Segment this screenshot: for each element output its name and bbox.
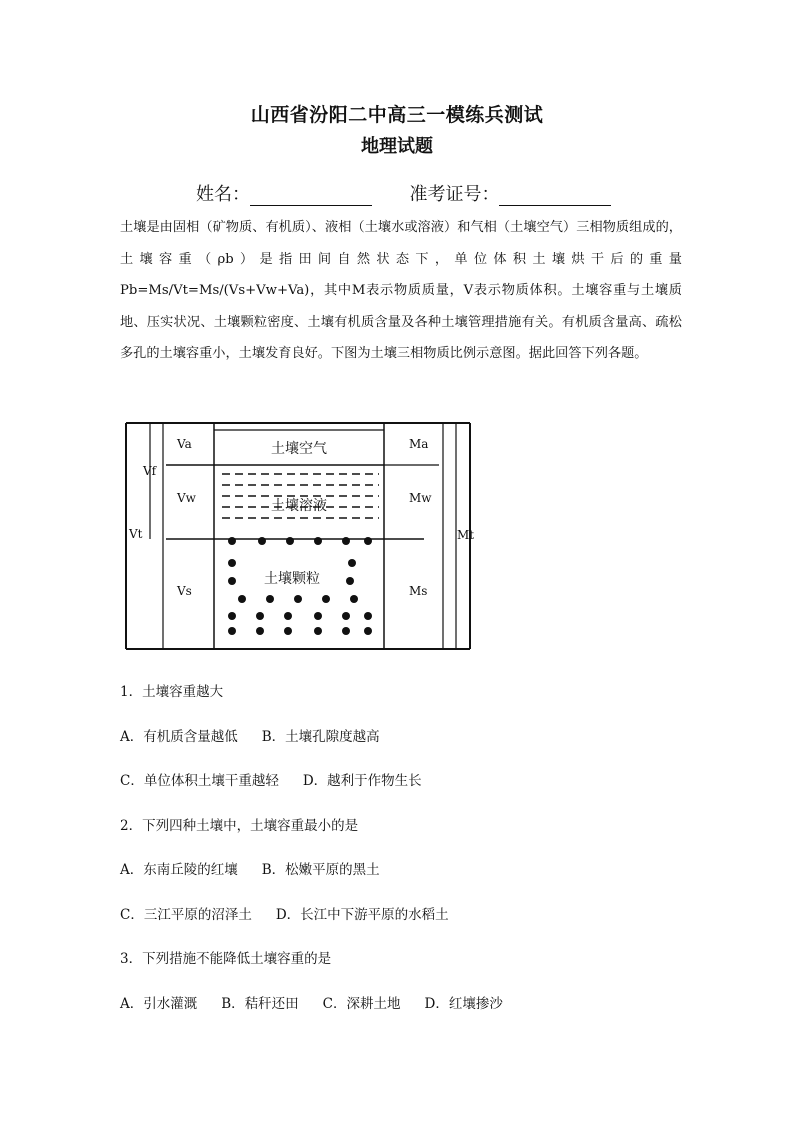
exam-title: 山西省汾阳二中高三一模练兵测试	[250, 104, 544, 126]
option-3b[interactable]: B．秸秆还田	[221, 996, 299, 1012]
label-mw: Mw	[409, 491, 432, 505]
question-1-options-row-2	[120, 769, 422, 789]
option-1b[interactable]: B．土壤孔隙度越高	[261, 729, 380, 745]
option-2d[interactable]: D．长江中下游平原的水稻土	[275, 907, 449, 923]
option-2b[interactable]: B．松嫩平原的黑土	[261, 862, 380, 878]
option-1c[interactable]: C．单位体积土壤干重越轻	[120, 773, 279, 789]
layer-air-label: 土壤空气	[271, 441, 327, 457]
layer-particles-label: 土壤颗粒	[264, 571, 320, 587]
layer-solution-label: 土壤溶液	[271, 498, 327, 514]
exam-id-label: 准考证号：	[409, 184, 500, 205]
name-blank[interactable]	[250, 185, 372, 206]
question-3-options-row	[120, 992, 503, 1012]
question-2-stem: 2．下列四种土壤中，土壤容重最小的是	[120, 818, 359, 834]
question-2-options-row-1	[120, 858, 380, 878]
subject-title: 地理试题	[361, 136, 433, 157]
label-vw: Vw	[177, 491, 196, 505]
label-va: Va	[177, 437, 192, 451]
soil-three-phase-diagram	[124, 421, 474, 653]
label-vt: Vt	[129, 527, 143, 541]
question-3-stem: 3．下列措施不能降低土壤容重的是	[120, 951, 332, 967]
exam-id-blank[interactable]	[499, 185, 611, 206]
name-label: 姓名：	[196, 184, 250, 205]
option-2a[interactable]: A．东南丘陵的红壤	[120, 862, 238, 878]
option-2c[interactable]: C．三江平原的沼泽土	[120, 907, 252, 923]
label-vf: Vf	[143, 464, 157, 478]
label-mt: Mt	[457, 528, 474, 542]
label-vs: Vs	[177, 584, 192, 598]
option-3d[interactable]: D．红壤掺沙	[424, 996, 503, 1012]
question-1-options-row-1	[120, 725, 380, 745]
label-ms: Ms	[409, 584, 428, 598]
option-1a[interactable]: A．有机质含量越低	[120, 729, 238, 745]
label-ma: Ma	[409, 437, 429, 451]
option-3c[interactable]: C．深耕土地	[322, 996, 401, 1012]
option-3a[interactable]: A．引水灌溉	[120, 996, 198, 1012]
intro-paragraph: 土壤是由固相（矿物质、有机质）、液相（土壤水或溶液）和气相（土壤空气）三相物质组成的，土壤容重（ρb）是指田间自然状态下，单位体积土壤烘干后的重量Pb=Ms/Vt=Ms/(Vs+Vw+Va)，其中M表示物质质量，V表示物质体积。土壤容重与土壤质地、压实状况、土壤颗粒密度、土壤有机质含量及各种土壤管理措施有关。有机质含量高、疏松多孔的土壤容重小，土壤发育良好。下图为土壤三相物质比例示意图。据此回答下列各题。	[120, 220, 682, 361]
option-1d[interactable]: D．越利于作物生长	[302, 773, 422, 789]
student-info	[196, 180, 611, 206]
question-1-stem: 1．土壤容重越大	[120, 684, 224, 700]
question-2-options-row-2	[120, 903, 449, 923]
